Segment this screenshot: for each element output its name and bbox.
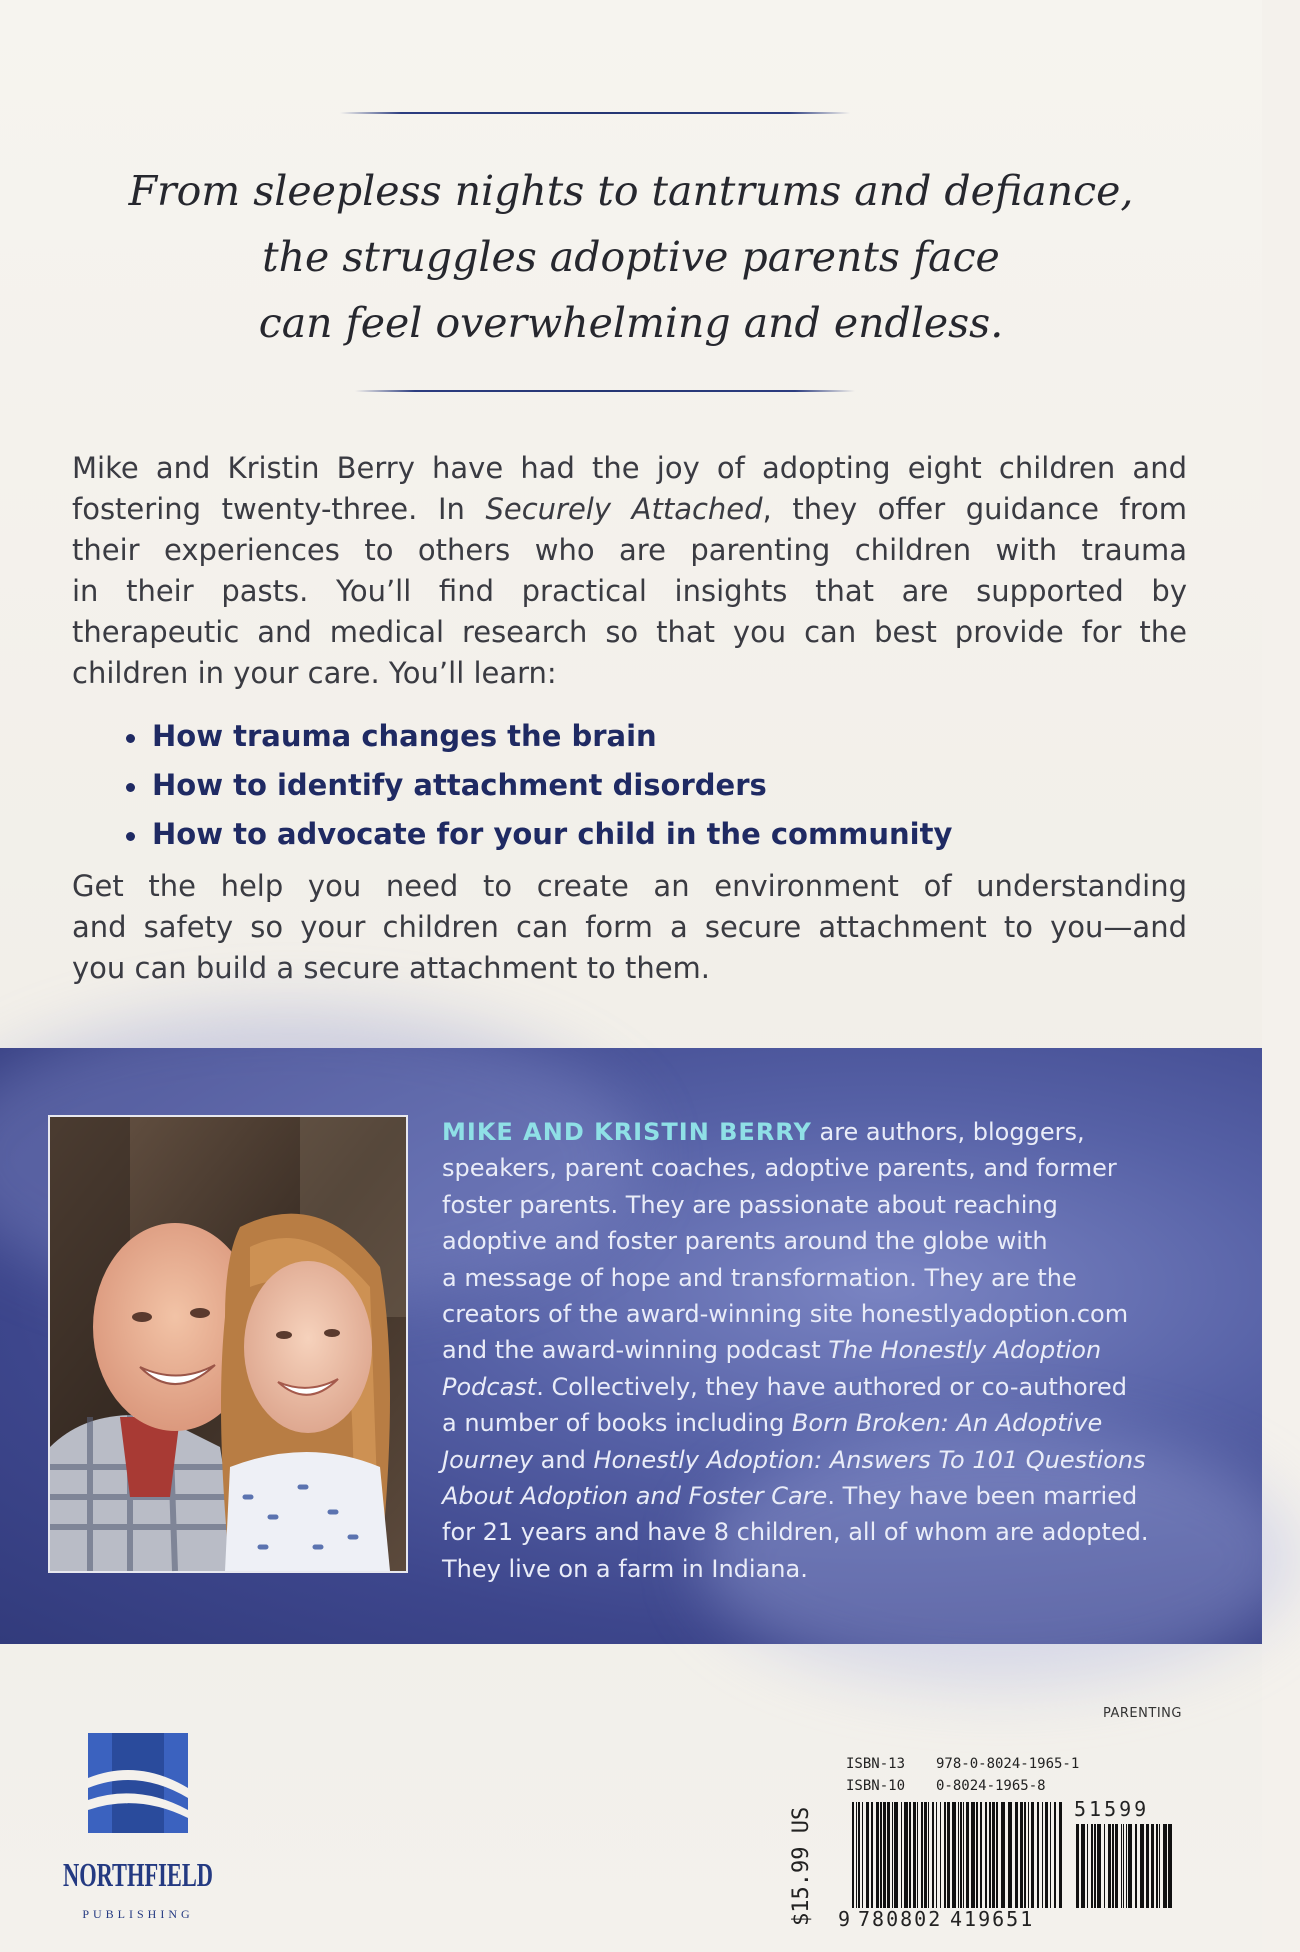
barcode-bar bbox=[936, 1802, 937, 1908]
barcode-bar bbox=[958, 1802, 959, 1908]
intro-line: therapeutic and medical research so that you can best provide for the bbox=[72, 615, 1187, 649]
barcode-bar bbox=[1159, 1824, 1160, 1908]
barcode-bar bbox=[1128, 1824, 1132, 1908]
barcode-bar bbox=[1050, 1802, 1051, 1908]
bullet-icon bbox=[126, 734, 135, 743]
barcode-bar bbox=[996, 1802, 998, 1908]
learning-list bbox=[122, 712, 952, 859]
barcode-bar bbox=[852, 1802, 854, 1908]
closing-line: you can build a secure attachment to them. bbox=[72, 951, 711, 985]
list-item bbox=[122, 712, 952, 761]
barcode-bar bbox=[1045, 1802, 1048, 1908]
barcode-bar bbox=[1076, 1824, 1079, 1908]
barcode-bar bbox=[971, 1802, 975, 1908]
text: and bbox=[533, 1445, 594, 1474]
barcode-bar bbox=[952, 1802, 956, 1908]
text: are authors, bloggers, bbox=[811, 1118, 1085, 1146]
barcode-bar bbox=[862, 1802, 863, 1908]
barcode-bar bbox=[960, 1802, 962, 1908]
barcode-bar bbox=[1091, 1824, 1093, 1908]
author-names: MIKE AND KRISTIN BERRY bbox=[442, 1118, 812, 1146]
bio-line bbox=[442, 1114, 1195, 1150]
barcode-bar bbox=[1094, 1824, 1096, 1908]
bottom-divider bbox=[355, 390, 855, 392]
barcode-bar bbox=[871, 1802, 873, 1908]
list-item bbox=[122, 810, 952, 859]
barcode-bar bbox=[921, 1802, 923, 1908]
price-text: $15.99 US bbox=[789, 1806, 814, 1926]
bio-line bbox=[442, 1478, 1195, 1514]
barcode-bar bbox=[887, 1802, 890, 1908]
barcode-bar bbox=[1151, 1824, 1154, 1908]
barcode-bar bbox=[1115, 1824, 1118, 1908]
publisher-sub: PUBLISHING bbox=[82, 1907, 194, 1921]
text: . They have been married bbox=[827, 1482, 1138, 1511]
barcode-bar bbox=[1097, 1824, 1101, 1908]
intro-line bbox=[72, 489, 1187, 530]
list-item-text: How to advocate for your child in the community bbox=[152, 817, 953, 851]
barcode-bar bbox=[913, 1802, 916, 1908]
isbn13-label: ISBN-13 bbox=[846, 1756, 906, 1772]
bio-line bbox=[442, 1332, 1195, 1368]
barcode-bar bbox=[1059, 1802, 1062, 1908]
barcode-bar bbox=[883, 1802, 886, 1908]
bio-line bbox=[442, 1442, 1195, 1478]
barcode-bar bbox=[1104, 1824, 1105, 1908]
barcode-bar bbox=[856, 1802, 857, 1908]
barcode-bar bbox=[1108, 1824, 1111, 1908]
barcode-bar bbox=[932, 1802, 934, 1908]
isbn-barcode bbox=[838, 1750, 1198, 1930]
top-divider bbox=[340, 112, 850, 114]
barcode-bar bbox=[944, 1802, 946, 1908]
author-photo-illustration bbox=[50, 1117, 406, 1571]
price-label bbox=[778, 1788, 818, 1928]
barcode-bar bbox=[966, 1802, 969, 1908]
bio-line: speakers, parent coaches, adoptive parents, and former bbox=[442, 1154, 1117, 1183]
barcode-bar bbox=[858, 1802, 860, 1908]
barcode-bar bbox=[1042, 1802, 1043, 1908]
barcode-bar bbox=[947, 1802, 950, 1908]
price-code: 51599 bbox=[1074, 1797, 1150, 1821]
barcode-bar bbox=[1028, 1802, 1029, 1908]
quote-line: From sleepless nights to tantrums and defiance, bbox=[128, 167, 1134, 215]
barcode-bar bbox=[917, 1802, 918, 1908]
bio-line: foster parents. They are passionate about reaching bbox=[442, 1190, 1058, 1219]
book-title: Journey bbox=[442, 1445, 534, 1474]
bio-line bbox=[442, 1369, 1195, 1405]
barcode-bar bbox=[1008, 1802, 1012, 1908]
barcode-bar bbox=[909, 1802, 911, 1908]
barcode-bar bbox=[1024, 1802, 1026, 1908]
bio-line: for 21 years and have 8 children, all of whom are adopted. bbox=[442, 1518, 1149, 1547]
barcode-bar bbox=[901, 1802, 902, 1908]
isbn13-value: 978-0-8024-1965-1 bbox=[936, 1756, 1080, 1772]
barcode-bar bbox=[1054, 1802, 1056, 1908]
bullet-icon bbox=[126, 832, 135, 841]
barcode-bar bbox=[1135, 1824, 1137, 1908]
barcode-bar bbox=[989, 1802, 991, 1908]
bio-line: adoptive and foster parents around the globe with bbox=[442, 1227, 1048, 1256]
barcode-bar bbox=[1156, 1824, 1158, 1908]
intro-line: children in your care. You’ll learn: bbox=[72, 656, 557, 690]
barcode-bar bbox=[892, 1802, 893, 1908]
barcode-bar bbox=[1126, 1824, 1127, 1908]
barcode-bar bbox=[992, 1802, 995, 1908]
barcode-bar bbox=[963, 1802, 964, 1908]
barcode-bar bbox=[880, 1802, 882, 1908]
quote-line: can feel overwhelming and endless. bbox=[258, 299, 1004, 347]
barcode-bar bbox=[894, 1802, 898, 1908]
bio-line: creators of the award-winning site honestlyadoption.com bbox=[442, 1300, 1129, 1329]
barcode-bar bbox=[980, 1802, 982, 1908]
book-title: Honestly Adoption: Answers To 101 Questions bbox=[593, 1445, 1146, 1474]
barcode-bar bbox=[1123, 1824, 1124, 1908]
barcode-bar bbox=[1037, 1802, 1039, 1908]
barcode-bar bbox=[1168, 1824, 1172, 1908]
barcode-bar bbox=[1015, 1802, 1018, 1908]
barcode-bar bbox=[1112, 1824, 1114, 1908]
barcode-bar bbox=[876, 1802, 879, 1908]
closing-line: Get the help you need to create an environment of understanding bbox=[72, 869, 1187, 903]
isbn10-label: ISBN-10 bbox=[846, 1778, 906, 1794]
barcode-bar bbox=[1146, 1824, 1149, 1908]
barcode-bar bbox=[1140, 1824, 1144, 1908]
isbn10-value: 0-8024-1965-8 bbox=[936, 1778, 1046, 1794]
barcode-bar bbox=[1121, 1824, 1122, 1908]
barcode-digit: 9 bbox=[838, 1907, 851, 1931]
book-title: About Adoption and Foster Care bbox=[442, 1482, 828, 1511]
podcast-title: Podcast bbox=[442, 1372, 537, 1401]
book-title: Born Broken: An Adoptive bbox=[791, 1409, 1103, 1438]
bio-line: a message of hope and transformation. They are the bbox=[442, 1263, 1077, 1292]
publisher-logo bbox=[58, 1728, 218, 1928]
barcode-bar bbox=[1001, 1802, 1005, 1908]
barcode-bar bbox=[976, 1802, 978, 1908]
intro-line: in their pasts. You’ll find practical insights that are supported by bbox=[72, 574, 1187, 608]
intro-paragraph bbox=[72, 448, 1187, 694]
list-item-text: How trauma changes the brain bbox=[152, 719, 657, 753]
category-label: PARENTING bbox=[1103, 1706, 1182, 1721]
book-title: Securely Attached bbox=[485, 492, 763, 526]
publisher-name: NORTHFIELD bbox=[63, 1857, 213, 1894]
bio-line: They live on a farm in Indiana. bbox=[442, 1554, 808, 1583]
bio-line bbox=[442, 1405, 1195, 1441]
barcode-bar bbox=[904, 1802, 908, 1908]
author-photo bbox=[48, 1115, 408, 1573]
closing-paragraph bbox=[72, 866, 1187, 989]
barcode-bar bbox=[928, 1802, 929, 1908]
barcode-digits: 419651 bbox=[950, 1907, 1035, 1931]
text: , they offer guidance from bbox=[762, 492, 1188, 526]
barcode-bar bbox=[985, 1802, 987, 1908]
intro-line: Mike and Kristin Berry have had the joy of adopting eight children and bbox=[72, 451, 1187, 485]
author-bio bbox=[442, 1114, 1195, 1587]
pull-quote bbox=[60, 158, 1202, 356]
text: . Collectively, they have authored or co-authored bbox=[536, 1372, 1128, 1401]
list-item-text: How to identify attachment disorders bbox=[152, 768, 767, 802]
text: fostering twenty-three. In bbox=[72, 492, 486, 526]
barcode-bars bbox=[852, 1802, 1062, 1908]
barcode-digits: 780802 bbox=[858, 1907, 943, 1931]
addon-bars bbox=[1076, 1824, 1172, 1908]
barcode-bar bbox=[866, 1802, 869, 1908]
barcode-bar bbox=[1031, 1802, 1034, 1908]
bullet-icon bbox=[126, 783, 135, 792]
intro-line: their experiences to others who are parenting children with trauma bbox=[72, 533, 1187, 567]
barcode-bar bbox=[924, 1802, 927, 1908]
podcast-title: The Honestly Adoption bbox=[828, 1336, 1102, 1365]
quote-line: the struggles adoptive parents face bbox=[262, 233, 1000, 281]
barcode-bar bbox=[1087, 1824, 1088, 1908]
text: and the award-winning podcast bbox=[442, 1336, 829, 1365]
barcode-bar bbox=[1020, 1802, 1023, 1908]
text: a number of books including bbox=[442, 1409, 792, 1438]
barcode-bar bbox=[1163, 1824, 1167, 1908]
list-item bbox=[122, 761, 952, 810]
barcode-bar bbox=[940, 1802, 941, 1908]
barcode-bar bbox=[1081, 1824, 1085, 1908]
closing-line: and safety so your children can form a secure attachment to you—and bbox=[72, 910, 1187, 944]
